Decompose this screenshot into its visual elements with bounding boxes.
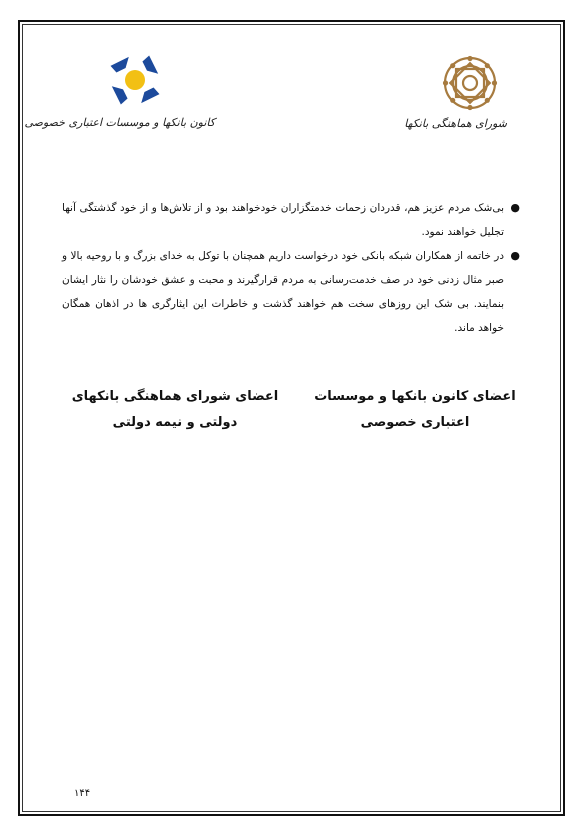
bullet-list — [62, 196, 522, 340]
paragraph-text: در خاتمه از همکاران شبکه بانکی خود درخواست داریم همچنان با توکل به خدای بزرگ و با روحیه بالا و صبر مثال زدنی خود در صف خدمت‌رسانی به مردم قرارگیرند و محبت و عشق خودشان را نثار ایشان بنمایند. بی شک این روزهای سخت هم خواهند گذشت و خاطرات این ایثارگری ها در اذهان همگان خواهد ماند. — [62, 250, 504, 334]
private-banks-emblem-icon — [105, 52, 165, 108]
rosette-emblem-icon — [442, 55, 498, 111]
bank-coordination-council-caption: شورای هماهنگی بانکها — [404, 117, 507, 130]
signature-state-banks: اعضای شورای هماهنگی بانکهای دولتی و نیمه دولتی — [71, 389, 279, 430]
private-banks-association-logo — [24, 52, 215, 142]
list-item — [62, 244, 520, 340]
signature-private-banks: اعضای کانون بانکها و موسسات اعتباری خصوصی — [314, 389, 516, 430]
letter-body — [62, 196, 522, 340]
bank-coordination-council-logo — [404, 55, 507, 135]
bullet-dot-icon: ● — [510, 201, 520, 214]
paragraph-text: بی‌شک مردم عزیز هم، قدردان زحمات خدمتگزاران خودخواهند بود و از تلاش‌ها و از خود گذشتگی آنها تجلیل خواهند نمود. — [62, 202, 504, 238]
bullet-dot-icon: ● — [510, 249, 520, 262]
list-item — [62, 196, 520, 244]
page-number: ۱۴۴ — [74, 788, 91, 799]
private-banks-association-caption: کانون بانکها و موسسات اعتباری خصوصی — [24, 116, 215, 129]
